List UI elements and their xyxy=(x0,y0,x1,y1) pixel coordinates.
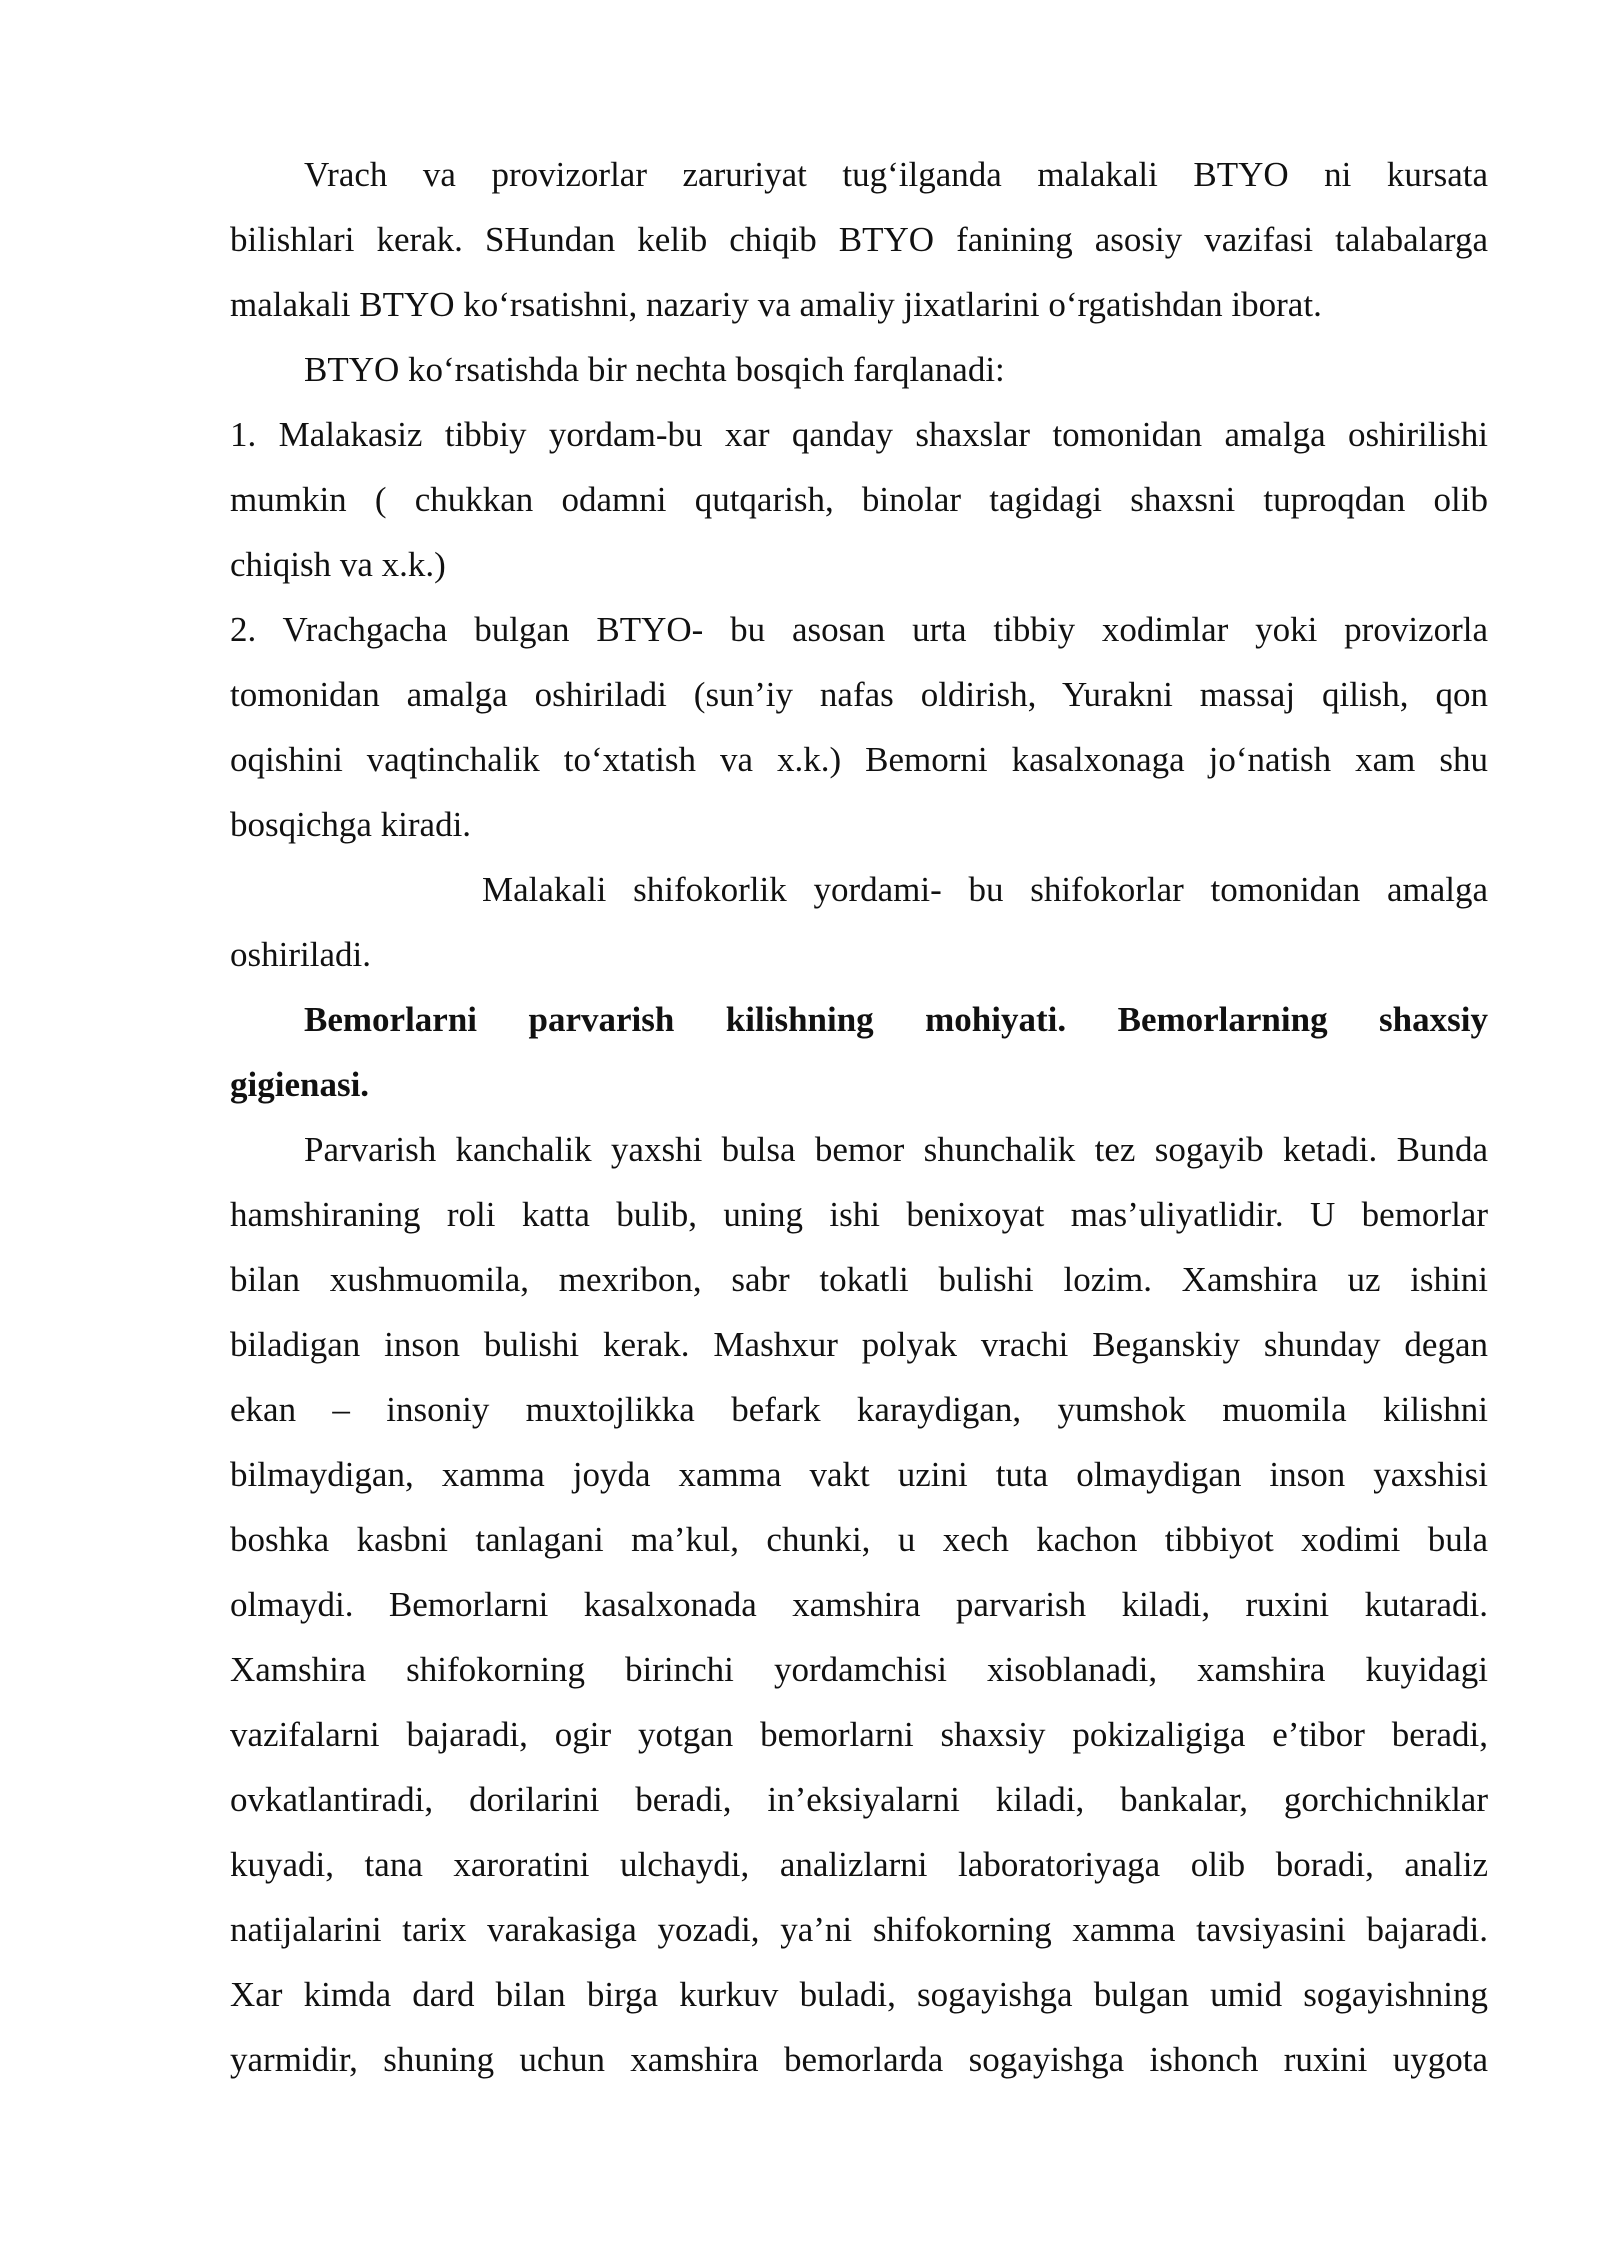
text-line: Vrach va provizorlar zaruriyat tug‘ilganda malakali BTYO ni kursata xyxy=(304,155,1488,194)
section-heading: Bemorlarni parvarish kilishning mohiyati. Bemorlarning shaxsiy xyxy=(304,1000,1488,1039)
text-line: oqishini vaqtinchalik to‘xtatish va x.k.) Bemorni kasalxonaga jo‘natish xam shu xyxy=(230,740,1488,779)
text-line: boshka kasbni tanlagani ma’kul, chunki, u xech kachon tibbiyot xodimi bula xyxy=(230,1520,1488,1559)
text-line: bosqichga kiradi. xyxy=(230,805,472,844)
document-page xyxy=(230,142,1488,2092)
text-line: tomonidan amalga oshiriladi (sun’iy nafas oldirish, Yurakni massaj qilish, qon xyxy=(230,675,1488,714)
text-line: oshiriladi. xyxy=(230,935,371,974)
text-line: BTYO ko‘rsatishda bir nechta bosqich farqlanadi: xyxy=(304,350,1005,389)
text-line: Xamshira shifokorning birinchi yordamchisi xisoblanadi, xamshira kuyidagi xyxy=(230,1650,1488,1689)
text-line: olmaydi. Bemorlarni kasalxonada xamshira parvarish kiladi, ruxini kutaradi. xyxy=(230,1585,1488,1624)
text-line: vazifalarni bajaradi, ogir yotgan bemorlarni shaxsiy pokizaligiga e’tibor beradi, xyxy=(230,1715,1488,1754)
text-line: ekan – insoniy muxtojlikka befark karaydigan, yumshok muomila kilishni xyxy=(230,1390,1488,1429)
section-heading-continued: gigienasi. xyxy=(230,1065,370,1104)
text-line: Malakali shifokorlik yordami- bu shifokorlar tomonidan amalga xyxy=(482,870,1488,909)
text-line: Parvarish kanchalik yaxshi bulsa bemor shunchalik tez sogayib ketadi. Bunda xyxy=(304,1130,1488,1169)
text-line: biladigan inson bulishi kerak. Mashxur polyak vrachi Beganskiy shunday degan xyxy=(230,1325,1488,1364)
text-line: ovkatlantiradi, dorilarini beradi, in’eksiyalarni kiladi, bankalar, gorchichniklar xyxy=(230,1780,1488,1819)
text-line: 1. Malakasiz tibbiy yordam-bu xar qanday shaxslar tomonidan amalga oshirilishi xyxy=(230,415,1488,454)
text-line: bilan xushmuomila, mexribon, sabr tokatli bulishi lozim. Xamshira uz ishini xyxy=(230,1260,1488,1299)
text-line: chiqish va x.k.) xyxy=(230,545,446,584)
text-line: mumkin ( chukkan odamni qutqarish, binolar tagidagi shaxsni tuproqdan olib xyxy=(230,480,1488,519)
text-line: bilmaydigan, xamma joyda xamma vakt uzini tuta olmaydigan inson yaxshisi xyxy=(230,1455,1488,1494)
text-line: kuyadi, tana xaroratini ulchaydi, analizlarni laboratoriyaga olib boradi, analiz xyxy=(230,1845,1488,1884)
text-line: 2. Vrachgacha bulgan BTYO- bu asosan urta tibbiy xodimlar yoki provizorla xyxy=(230,610,1488,649)
text-line: Xar kimda dard bilan birga kurkuv buladi, sogayishga bulgan umid sogayishning xyxy=(230,1975,1488,2014)
text-line: bilishlari kerak. SHundan kelib chiqib BTYO fanining asosiy vazifasi talabalarga xyxy=(230,220,1488,259)
text-line: malakali BTYO ko‘rsatishni, nazariy va amaliy jixatlarini o‘rgatishdan iborat. xyxy=(230,285,1322,324)
text-line: natijalarini tarix varakasiga yozadi, ya’ni shifokorning xamma tavsiyasini bajaradi. xyxy=(230,1910,1488,1949)
text-line: hamshiraning roli katta bulib, uning ishi benixoyat mas’uliyatlidir. U bemorlar xyxy=(230,1195,1488,1234)
text-line: yarmidir, shuning uchun xamshira bemorlarda sogayishga ishonch ruxini uygota xyxy=(230,2040,1488,2079)
